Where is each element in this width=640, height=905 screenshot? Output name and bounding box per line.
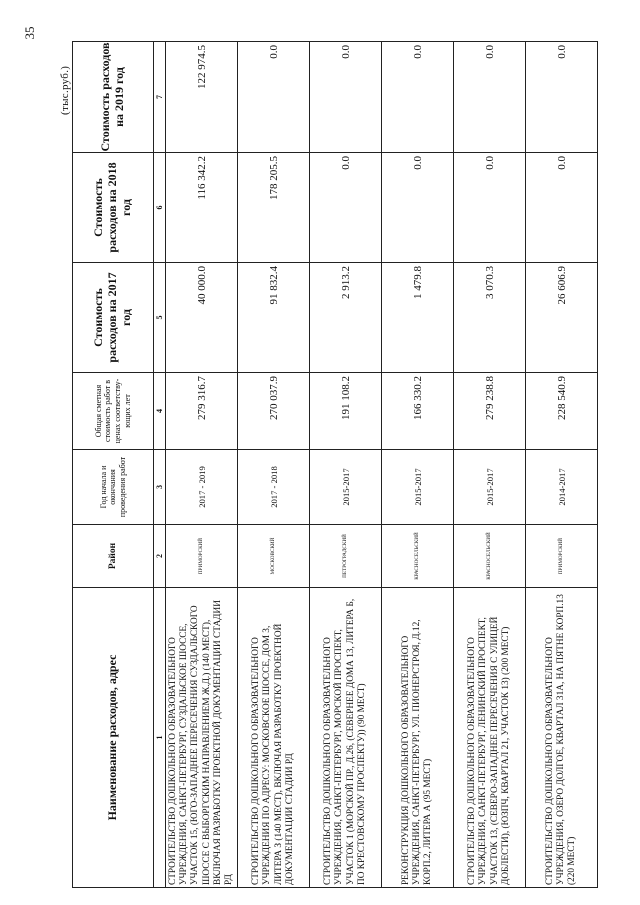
column-number: 6 <box>154 153 166 263</box>
expense-name: СТРОИТЕЛЬСТВО ДОШКОЛЬНОГО ОБРАЗОВАТЕЛЬНОГО УЧРЕЖДЕНИЯ, САНКТ-ПЕТЕРБУРГ, МОРСКОЙ ПРОСПЕКТ, УЧАСТОК 1 (МОРСКОЙ ПР., Д.26, (СЕВЕРНЕЕ ДОМА 13, ЛИТЕРА Б, ПО КРЕСТОВСКОМУ ПРОСПЕКТУ)) (90 МЕСТ) <box>310 588 382 888</box>
period-cell: 2017 - 2019 <box>166 450 238 525</box>
period-cell: 2017 - 2018 <box>238 450 310 525</box>
district-cell: ПРИМОРСКИЙ <box>526 525 598 588</box>
expense-name: СТРОИТЕЛЬСТВО ДОШКОЛЬНОГО ОБРАЗОВАТЕЛЬНОГО УЧРЕЖДЕНИЯ, САНКТ-ПЕТЕРБУРГ, СУЗДАЛЬСКОЕ ШОССЕ, УЧАСТОК 15, (ЮГО-ЗАПАДНЕЕ ПЕРЕСЕЧЕНИЯ СУЗДАЛЬСКОГО ШОССЕ С ВЫБОРГСКИМ НАПРАВЛЕНИЕМ Ж.Д.) (140 МЕСТ), ВКЛЮЧАЯ РАЗРАБОТКУ ПРОЕКТНОЙ ДОКУМЕНТАЦИИ СТАДИИ РД <box>166 588 238 888</box>
header-period: Год начала и окончания проведения работ <box>73 450 154 525</box>
cost-2017-cell: 91 832.4 <box>238 263 310 373</box>
table-row <box>166 42 238 888</box>
page-number: 35 <box>22 26 37 40</box>
period-cell: 2015-2017 <box>310 450 382 525</box>
header-district: Район <box>73 525 154 588</box>
cost-2018-cell: 0.0 <box>382 153 454 263</box>
cost-2019-cell: 122 974.5 <box>166 42 238 153</box>
header-cost-2018: Стоимость расходов на 2018 год <box>73 153 154 263</box>
total-cost-cell: 279 316.7 <box>166 373 238 450</box>
header-total-cost: Общая сметная стоимость работ в ценах соответству-ющих лет <box>73 373 154 450</box>
cost-2017-cell: 2 913.2 <box>310 263 382 373</box>
table-row <box>382 42 454 888</box>
period-cell: 2014-2017 <box>526 450 598 525</box>
table-row <box>238 42 310 888</box>
district-cell: МОСКОВСКИЙ <box>238 525 310 588</box>
table-row <box>310 42 382 888</box>
column-number-row <box>154 42 166 888</box>
total-cost-cell: 228 540.9 <box>526 373 598 450</box>
cost-2017-cell: 26 606.9 <box>526 263 598 373</box>
expense-name: СТРОИТЕЛЬСТВО ДОШКОЛЬНОГО ОБРАЗОВАТЕЛЬНОГО УЧРЕЖДЕНИЯ ПО АДРЕСУ: МОСКОВСКОЕ ШОССЕ, ДОМ 3, ЛИТЕРА З (140 МЕСТ), ВКЛЮЧАЯ РАЗРАБОТКУ ПРОЕКТНОЙ ДОКУМЕНТАЦИИ СТАДИИ РД <box>238 588 310 888</box>
header-cost-2017: Стоимость расходов на 2017 год <box>73 263 154 373</box>
expense-name: СТРОИТЕЛЬСТВО ДОШКОЛЬНОГО ОБРАЗОВАТЕЛЬНОГО УЧРЕЖДЕНИЯ, ОЗЕРО ДОЛГОЕ, КВАРТАЛ 31А, НА ПЯТНЕ КОРП.13 (220 МЕСТ) <box>526 588 598 888</box>
column-number: 4 <box>154 373 166 450</box>
table-row <box>526 42 598 888</box>
column-number: 3 <box>154 450 166 525</box>
cost-2019-cell: 0.0 <box>310 42 382 153</box>
expenses-table <box>72 41 598 888</box>
district-cell: ПЕТРОГРАДСКИЙ <box>310 525 382 588</box>
total-cost-cell: 166 330.2 <box>382 373 454 450</box>
cost-2017-cell: 40 000.0 <box>166 263 238 373</box>
cost-2017-cell: 1 479.8 <box>382 263 454 373</box>
cost-2017-cell: 3 070.3 <box>454 263 526 373</box>
cost-2018-cell: 0.0 <box>526 153 598 263</box>
total-cost-cell: 270 037.9 <box>238 373 310 450</box>
expense-name: СТРОИТЕЛЬСТВО ДОШКОЛЬНОГО ОБРАЗОВАТЕЛЬНОГО УЧРЕЖДЕНИЯ, САНКТ-ПЕТЕРБУРГ, ЛЕНИНСКИЙ ПРОСПЕКТ, УЧАСТОК 13, (СЕВЕРО-ЗАПАДНЕЕ ПЕРЕСЕЧЕНИЯ С УЛИЦЕЙ ДОБЛЕСТИ), (ЮЗПЧ, КВАРТАЛ 21, УЧАСТОК 13) (200 МЕСТ) <box>454 588 526 888</box>
column-number: 7 <box>154 42 166 153</box>
total-cost-cell: 279 238.8 <box>454 373 526 450</box>
cost-2019-cell: 0.0 <box>454 42 526 153</box>
column-number: 2 <box>154 525 166 588</box>
table-row <box>454 42 526 888</box>
header-cost-2019: Стоимость расходов на 2019 год <box>73 42 154 153</box>
cost-2019-cell: 0.0 <box>526 42 598 153</box>
header-row <box>73 42 154 888</box>
column-number: 5 <box>154 263 166 373</box>
units-label: (тыс.руб.) <box>59 65 71 115</box>
expense-name: РЕКОНСТРУКЦИЯ ДОШКОЛЬНОГО ОБРАЗОВАТЕЛЬНОГО УЧРЕЖДЕНИЯ, САНКТ-ПЕТЕРБУРГ, УЛ. ПИОНЕРСТРОЯ, Д.12, КОРП.2, ЛИТЕРА А (95 МЕСТ) <box>382 588 454 888</box>
cost-2019-cell: 0.0 <box>238 42 310 153</box>
district-cell: КРАСНОСЕЛЬСКИЙ <box>454 525 526 588</box>
cost-2018-cell: 178 205.5 <box>238 153 310 263</box>
district-cell: КРАСНОСЕЛЬСКИЙ <box>382 525 454 588</box>
cost-2019-cell: 0.0 <box>382 42 454 153</box>
header-name: Наименование расходов, адрес <box>73 588 154 888</box>
cost-2018-cell: 0.0 <box>310 153 382 263</box>
cost-2018-cell: 0.0 <box>454 153 526 263</box>
column-number: 1 <box>154 588 166 888</box>
district-cell: ПРИМОРСКИЙ <box>166 525 238 588</box>
cost-2018-cell: 116 342.2 <box>166 153 238 263</box>
period-cell: 2015-2017 <box>382 450 454 525</box>
total-cost-cell: 191 108.2 <box>310 373 382 450</box>
period-cell: 2015-2017 <box>454 450 526 525</box>
